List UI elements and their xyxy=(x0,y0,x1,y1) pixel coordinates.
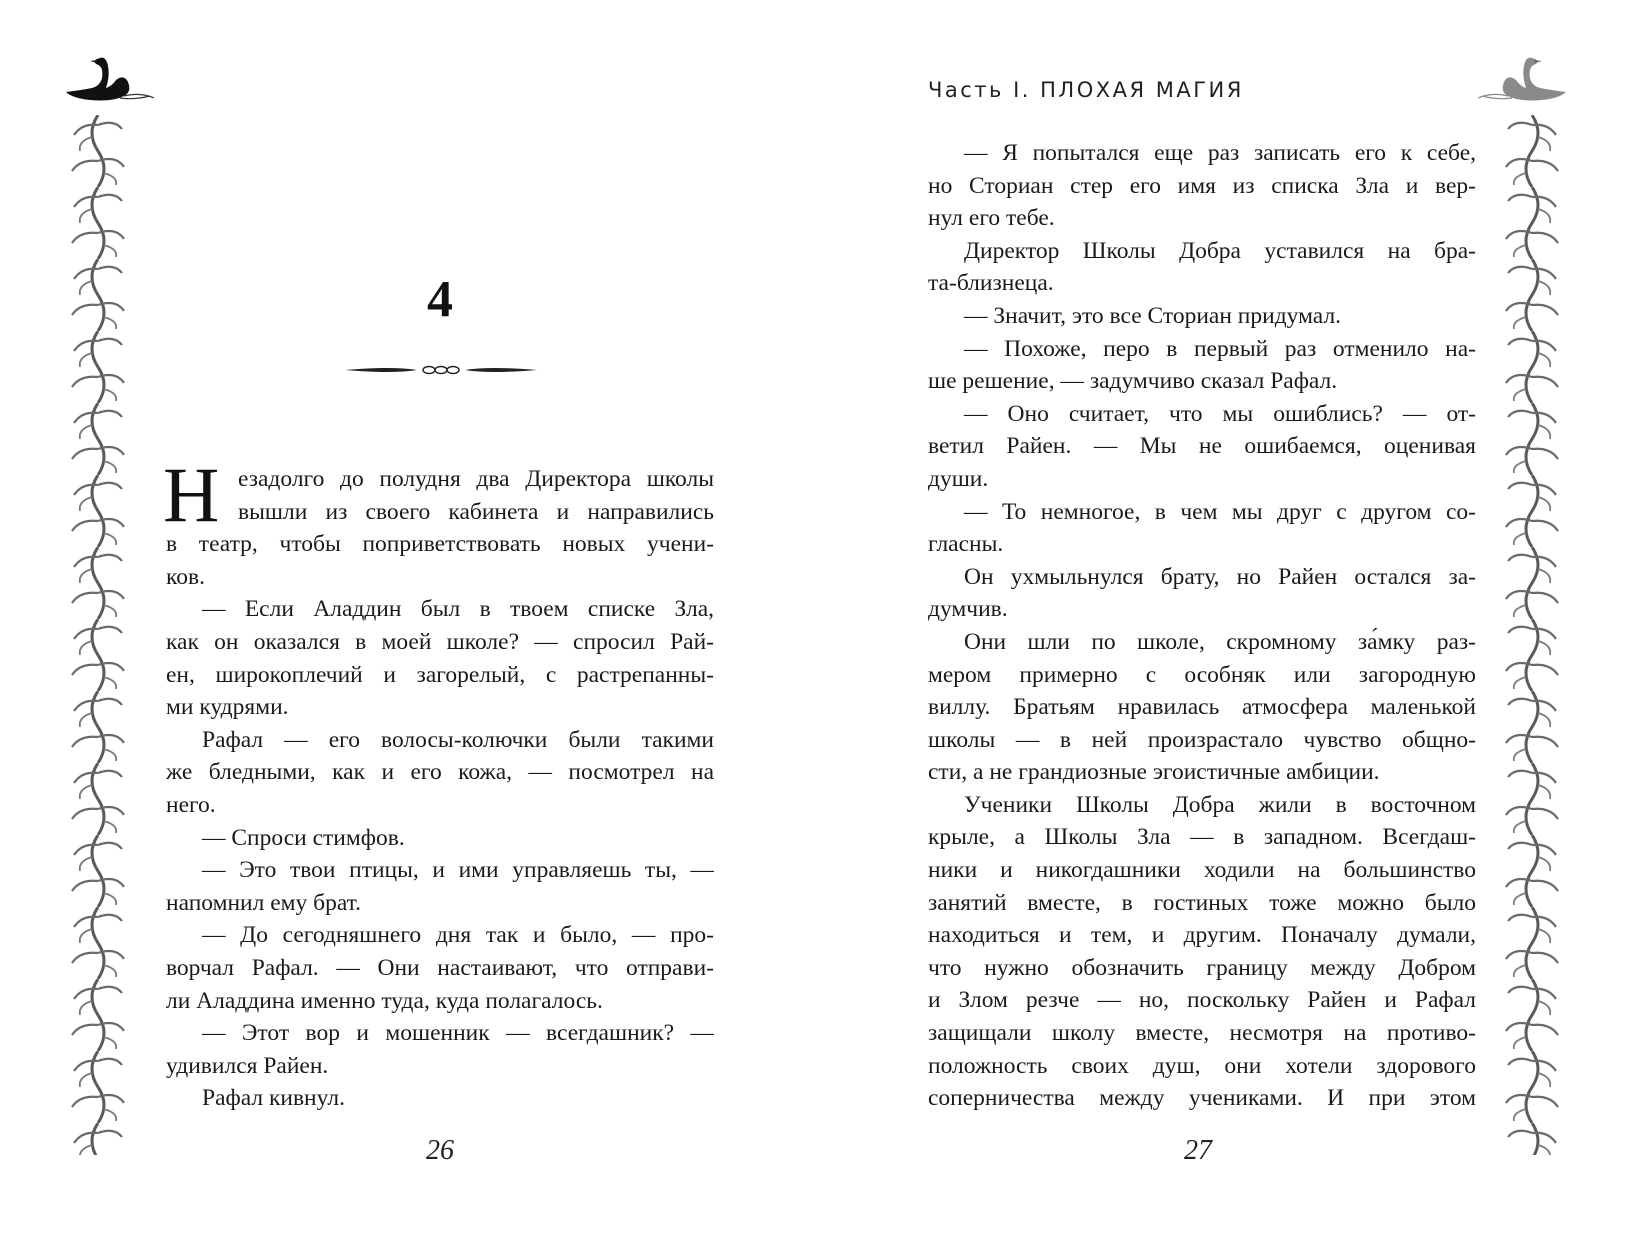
text-line: защищали школу вместе, несмотря на противо- xyxy=(928,1020,1476,1047)
text-line: — Этот вор и мошенник — всегдашник? — xyxy=(202,1020,714,1047)
text-line: — Похоже, перо в первый раз отменило на- xyxy=(964,335,1476,362)
text-line: — Это твои птицы, и ими управляешь ты, — xyxy=(202,857,714,884)
text-line: нул его тебе. xyxy=(928,205,1055,232)
text-line: ли Аладдина именно туда, куда полагалось. xyxy=(166,987,603,1014)
text-line: думчив. xyxy=(928,596,1008,623)
text-line: соперничества между учениками. И при этом xyxy=(928,1085,1476,1112)
text-line: — Спроси стимфов. xyxy=(202,824,405,851)
text-line: виллу. Братьям нравилась атмосфера маленькой xyxy=(928,694,1476,721)
text-line: — Значит, это все Сториан придумал. xyxy=(964,302,1342,329)
text-line: езадолго до полудня два Директора школы xyxy=(238,466,714,492)
text-line: — До сегодняшнего дня так и было, — про- xyxy=(202,922,714,949)
black-swan-icon xyxy=(62,52,158,108)
text-line: Он ухмыльнулся брату, но Райен остался за- xyxy=(964,563,1476,590)
text-line: — Если Аладдин был в твоем списке Зла, xyxy=(202,596,714,623)
text-line: него. xyxy=(166,791,216,818)
text-line: ше решение, — задумчиво сказал Рафал. xyxy=(928,368,1338,395)
text-line: Рафал кивнул. xyxy=(202,1085,345,1112)
text-line: крыле, а Школы Зла — в западном. Всегдаш- xyxy=(928,824,1476,851)
text-line: но Сториан стер его имя из списка Зла и вер- xyxy=(928,172,1476,199)
right-page-text xyxy=(928,137,1476,1115)
page-number-right: 27 xyxy=(1184,1135,1212,1166)
text-line: удивился Райен. xyxy=(166,1052,329,1079)
page-number-left: 26 xyxy=(426,1135,454,1166)
text-line: гласны. xyxy=(928,531,1004,558)
text-line: ворчал Рафал. — Они настаивают, что отправи- xyxy=(166,954,714,981)
text-line: вышли из своего кабинета и направились xyxy=(238,498,714,525)
text-line: что нужно обозначить границу между Добром xyxy=(928,954,1476,981)
chapter-number: 4 xyxy=(427,271,453,328)
gray-swan-icon xyxy=(1474,52,1570,108)
text-line: Рафал — его волосы-колючки были такими xyxy=(202,726,714,753)
left-page-text xyxy=(166,463,714,1115)
running-header: Часть І. ПЛОХАЯ МАГИЯ xyxy=(928,78,1244,102)
text-line: ветил Райен. — Мы не ошибаемся, оценивая xyxy=(928,433,1476,460)
thorn-vine-border-left xyxy=(66,115,130,1155)
text-line: та-близнеца. xyxy=(928,270,1054,297)
text-line: же бледными, как и его кожа, — посмотрел на xyxy=(166,759,714,786)
text-line: в театр, чтобы поприветствовать новых учени- xyxy=(166,531,714,558)
text-line: Они шли по школе, скромному за́мку раз- xyxy=(964,628,1476,655)
text-line: положность своих душ, они хотели здорового xyxy=(928,1052,1476,1079)
text-line: мером примерно с особняк или загородную xyxy=(928,661,1476,688)
text-line: ми кудрями. xyxy=(166,694,289,721)
text-line: — То немногое, в чем мы друг с другом со- xyxy=(964,498,1476,525)
text-line: сти, а не грандиозные эгоистичные амбиции. xyxy=(928,759,1380,786)
text-line: — Оно считает, что мы ошиблись? — от- xyxy=(964,400,1476,427)
ornamental-rule xyxy=(345,362,537,378)
thorn-vine-border-right xyxy=(1500,115,1564,1155)
text-line: как он оказался в моей школе? — спросил Рай- xyxy=(166,628,714,655)
text-line: души. xyxy=(928,465,989,492)
text-line: напомнил ему брат. xyxy=(166,889,362,916)
text-line: ков. xyxy=(166,563,205,590)
text-line: школы — в ней произрастало чувство общно- xyxy=(928,726,1476,753)
text-line: и Злом резче — но, поскольку Райен и Рафал xyxy=(928,987,1476,1014)
text-line: Директор Школы Добра уставился на бра- xyxy=(964,237,1476,264)
text-line: ники и никогдашники ходили на большинство xyxy=(928,857,1476,884)
text-line: — Я попытался еще раз записать его к себе, xyxy=(964,140,1476,166)
text-line: ен, широкоплечий и загорелый, с растрепанны- xyxy=(166,661,714,688)
text-line: находиться и тем, и другим. Поначалу думали, xyxy=(928,922,1476,949)
text-line: Ученики Школы Добра жили в восточном xyxy=(964,791,1476,818)
drop-cap: Н xyxy=(163,451,220,538)
text-line: занятий вместе, в гостиных тоже можно было xyxy=(928,889,1476,916)
